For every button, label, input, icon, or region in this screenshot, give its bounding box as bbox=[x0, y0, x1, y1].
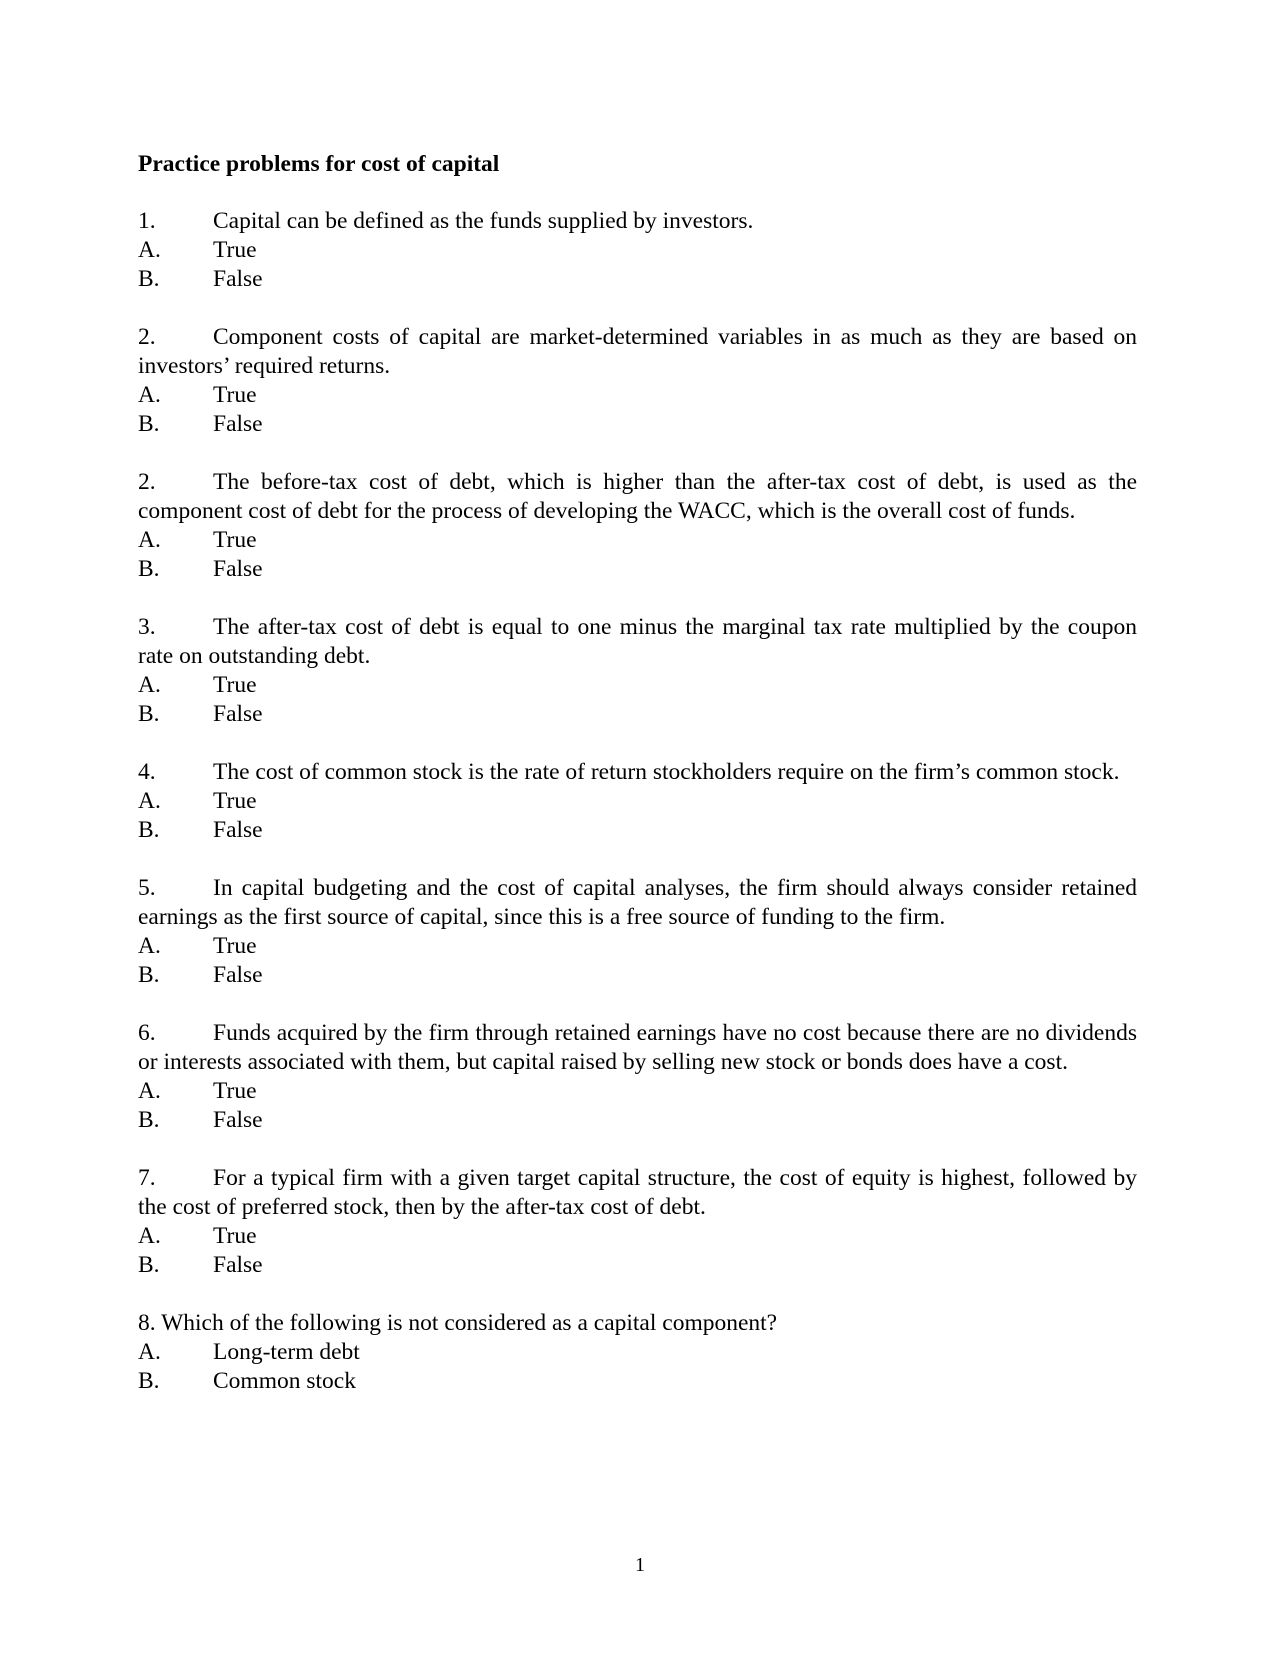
question-stem bbox=[138, 207, 1137, 236]
option-b bbox=[138, 961, 1137, 990]
option-text: False bbox=[213, 962, 263, 988]
question-number: 8. bbox=[138, 1310, 156, 1336]
option-b bbox=[138, 1251, 1137, 1280]
option-letter: A. bbox=[138, 237, 161, 263]
question-text: Funds acquired by the firm through retained earnings have no cost because there are no dividends or interests associated with them, but capital raised by selling new stock or bonds does have a cost. bbox=[138, 1020, 1137, 1075]
option-text: False bbox=[213, 411, 263, 437]
question-3 bbox=[138, 468, 1137, 584]
question-text: For a typical firm with a given target capital structure, the cost of equity is highest, followed by the cost of preferred stock, then by the after-tax cost of debt. bbox=[138, 1165, 1137, 1220]
question-9 bbox=[138, 1309, 1137, 1396]
page-number: 1 bbox=[635, 1554, 645, 1576]
option-letter: B. bbox=[138, 962, 160, 988]
question-5 bbox=[138, 758, 1137, 845]
option-a bbox=[138, 236, 1137, 265]
option-b bbox=[138, 816, 1137, 845]
option-letter: A. bbox=[138, 1223, 161, 1249]
document-title: Practice problems for cost of capital bbox=[138, 151, 500, 177]
question-6 bbox=[138, 874, 1137, 990]
question-stem bbox=[138, 468, 1137, 526]
question-number: 2. bbox=[138, 324, 156, 350]
option-letter: B. bbox=[138, 411, 160, 437]
question-text: The before-tax cost of debt, which is higher than the after-tax cost of debt, is used as the component cost of debt for the process of developing the WACC, which is the overall cost of funds. bbox=[138, 469, 1137, 524]
question-number: 7. bbox=[138, 1165, 156, 1191]
option-text: Long-term debt bbox=[213, 1339, 360, 1365]
option-a bbox=[138, 1222, 1137, 1251]
option-letter: B. bbox=[138, 266, 160, 292]
question-stem bbox=[138, 323, 1137, 381]
option-text: True bbox=[213, 672, 257, 698]
option-a bbox=[138, 381, 1137, 410]
option-letter: A. bbox=[138, 933, 161, 959]
option-text: Common stock bbox=[213, 1368, 356, 1394]
option-text: False bbox=[213, 1107, 263, 1133]
option-b bbox=[138, 1106, 1137, 1135]
option-text: True bbox=[213, 788, 257, 814]
option-a bbox=[138, 1338, 1137, 1367]
option-b bbox=[138, 265, 1137, 294]
question-2 bbox=[138, 323, 1137, 439]
option-letter: A. bbox=[138, 1078, 161, 1104]
question-number: 5. bbox=[138, 875, 156, 901]
question-number: 4. bbox=[138, 759, 156, 785]
option-text: True bbox=[213, 1223, 257, 1249]
option-text: False bbox=[213, 817, 263, 843]
option-text: False bbox=[213, 266, 263, 292]
question-stem bbox=[138, 613, 1137, 671]
option-b bbox=[138, 1367, 1137, 1396]
option-a bbox=[138, 787, 1137, 816]
question-8 bbox=[138, 1164, 1137, 1280]
question-text: Component costs of capital are market-determined variables in as much as they are based on investors’ required returns. bbox=[138, 324, 1137, 379]
option-letter: A. bbox=[138, 672, 161, 698]
question-stem bbox=[138, 1019, 1137, 1077]
option-text: True bbox=[213, 527, 257, 553]
option-letter: B. bbox=[138, 817, 160, 843]
option-text: False bbox=[213, 556, 263, 582]
question-text: The after-tax cost of debt is equal to one minus the marginal tax rate multiplied by the coupon rate on outstanding debt. bbox=[138, 614, 1137, 669]
option-text: True bbox=[213, 1078, 257, 1104]
option-b bbox=[138, 700, 1137, 729]
question-text: Capital can be defined as the funds supplied by investors. bbox=[213, 208, 754, 234]
option-text: True bbox=[213, 382, 257, 408]
question-number: 2. bbox=[138, 469, 156, 495]
option-letter: A. bbox=[138, 1339, 161, 1365]
option-text: True bbox=[213, 237, 257, 263]
option-letter: B. bbox=[138, 1368, 160, 1394]
option-letter: A. bbox=[138, 382, 161, 408]
question-1 bbox=[138, 207, 1137, 294]
option-text: True bbox=[213, 933, 257, 959]
option-b bbox=[138, 410, 1137, 439]
question-stem bbox=[138, 758, 1137, 787]
option-letter: A. bbox=[138, 788, 161, 814]
question-text: Which of the following is not considered as a capital component? bbox=[161, 1310, 778, 1336]
question-number: 1. bbox=[138, 208, 156, 234]
question-stem bbox=[138, 1164, 1137, 1222]
question-stem bbox=[138, 874, 1137, 932]
question-7 bbox=[138, 1019, 1137, 1135]
option-letter: B. bbox=[138, 556, 160, 582]
option-text: False bbox=[213, 1252, 263, 1278]
option-letter: B. bbox=[138, 1252, 160, 1278]
question-number: 6. bbox=[138, 1020, 156, 1046]
question-stem bbox=[138, 1309, 1137, 1338]
question-text: In capital budgeting and the cost of capital analyses, the firm should always consider retained earnings as the first source of capital, since this is a free source of funding to the firm. bbox=[138, 875, 1137, 930]
option-letter: A. bbox=[138, 527, 161, 553]
option-a bbox=[138, 932, 1137, 961]
option-a bbox=[138, 526, 1137, 555]
option-letter: B. bbox=[138, 1107, 160, 1133]
option-letter: B. bbox=[138, 701, 160, 727]
option-a bbox=[138, 671, 1137, 700]
option-text: False bbox=[213, 701, 263, 727]
question-4 bbox=[138, 613, 1137, 729]
question-number: 3. bbox=[138, 614, 156, 640]
option-b bbox=[138, 555, 1137, 584]
document-page bbox=[138, 150, 1137, 1425]
question-text: The cost of common stock is the rate of return stockholders require on the firm’s common stock. bbox=[213, 759, 1120, 785]
option-a bbox=[138, 1077, 1137, 1106]
